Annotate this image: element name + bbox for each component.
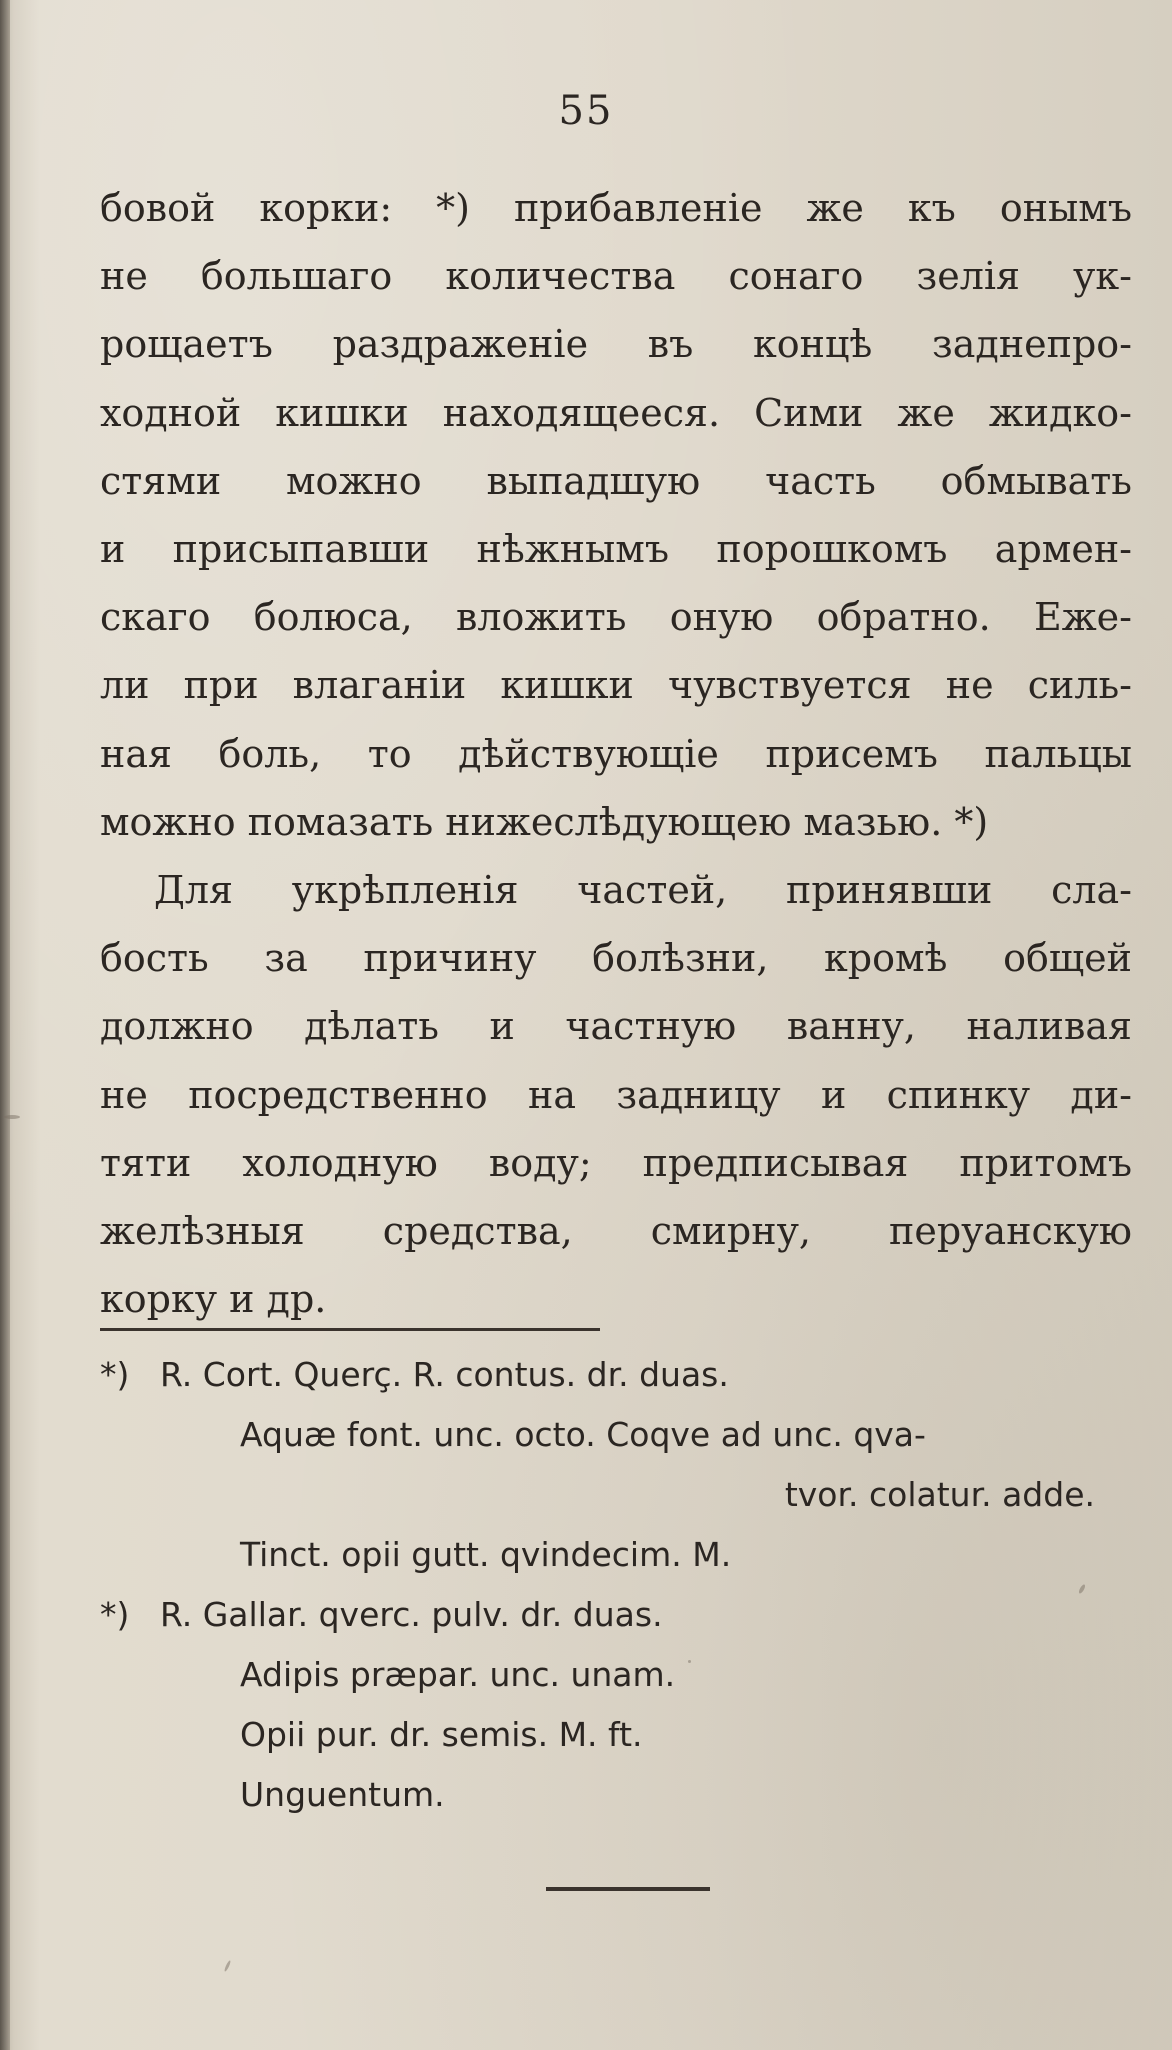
footnote-2-line-1 — [100, 1585, 1140, 1645]
footnote-2-line-3: Opii pur. dr. semis. M. ft. — [240, 1715, 643, 1754]
body-line: ная боль, то дѣйствующіе присемъ пальцы — [100, 731, 1132, 776]
body-line: корку и др. — [100, 1277, 327, 1322]
footnote-text: R. Gallar. qverc. pulv. dr. duas. — [160, 1595, 663, 1634]
paper-speck — [224, 1960, 232, 1972]
body-line: не большаго количества сонаго зелія ук- — [100, 254, 1132, 299]
body-line: рощаетъ раздраженіе въ концѣ заднепро- — [100, 322, 1132, 367]
paper-speck — [688, 1660, 691, 1663]
body-line: ли при влаганіи кишки чувствуется не силь- — [100, 663, 1132, 708]
body-line: бовой корки: *) прибавленіе же къ онымъ — [100, 186, 1132, 230]
footnote-1-line-1 — [100, 1345, 1140, 1405]
body-line: желѣзныя средства, смирну, перуанскую — [100, 1209, 1132, 1254]
body-line: и присыпавши нѣжнымъ порошкомъ армен- — [100, 527, 1132, 572]
body-line: стями можно выпадшую часть обмывать — [100, 458, 1132, 503]
footnote-2-line-4: Unguentum. — [240, 1775, 445, 1814]
body-text — [100, 174, 1132, 1333]
footnote-1-line-3: tvor. colatur. adde. — [784, 1475, 1095, 1514]
body-line: скаго болюса, вложить оную обратно. Еже- — [100, 595, 1132, 640]
body-line: можно помазать нижеслѣдующею мазью. *) — [100, 799, 989, 844]
footnote-separator-rule — [100, 1328, 600, 1331]
body-line: тяти холодную воду; предписывая притомъ — [100, 1140, 1132, 1185]
footnote-2-line-2: Adipis præpar. unc. unam. — [240, 1655, 676, 1694]
body-line: ходной кишки находящееся. Сими же жидко- — [100, 390, 1132, 435]
footnotes — [100, 1345, 1140, 1825]
body-line: должно дѣлать и частную ванну, наливая — [100, 1004, 1132, 1049]
body-line: не посредственно на задницу и спинку ди- — [100, 1072, 1132, 1117]
paper-speck — [4, 1115, 20, 1119]
end-of-section-rule — [546, 1887, 710, 1891]
footnote-1-line-4: Tinct. opii gutt. qvindecim. M. — [240, 1535, 732, 1574]
page-number: 55 — [558, 88, 614, 134]
footnote-1-line-2: Aquæ font. unc. octo. Coqve ad unc. qva- — [240, 1415, 926, 1454]
footnote-marker: *) — [100, 1595, 130, 1634]
body-line: бость за причину болѣзни, кромѣ общей — [100, 936, 1132, 981]
page-spine-shadow — [0, 0, 10, 2050]
footnote-text: R. Cort. Querç. R. contus. dr. duas. — [160, 1355, 729, 1394]
paragraph-start-line: Для укрѣпленія частей, принявши сла- — [154, 868, 1132, 913]
footnote-marker: *) — [100, 1355, 130, 1394]
